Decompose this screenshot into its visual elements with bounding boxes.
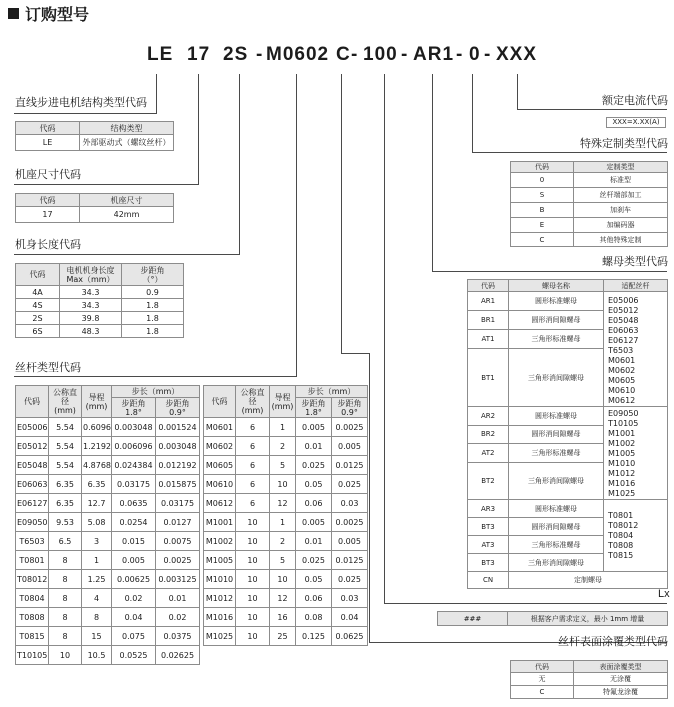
col-header: 代码 xyxy=(16,122,80,135)
table-cell: 1 xyxy=(82,551,112,570)
model-code xyxy=(0,44,674,74)
table-cell: 外部驱动式（螺纹丝杆） xyxy=(80,135,174,151)
table-row xyxy=(204,551,368,570)
code-dash: - xyxy=(456,44,464,65)
code-series: LE xyxy=(147,44,174,65)
table-cell: 0.04 xyxy=(332,608,368,627)
table-cell: 6.35 xyxy=(49,494,82,513)
nut-title: 螺母类型代码 xyxy=(602,255,668,268)
table-cell: M0602 xyxy=(204,437,236,456)
table-row xyxy=(204,513,368,532)
body-length-table xyxy=(15,263,184,338)
connector-line xyxy=(517,109,667,110)
table-cell: 39.8 xyxy=(60,312,122,325)
table-cell: 定制螺母 xyxy=(509,572,668,589)
table-cell: 8 xyxy=(49,551,82,570)
connector-line xyxy=(432,271,667,272)
table-cell: 特氟龙涂覆 xyxy=(574,686,668,699)
table-cell: 0.03 xyxy=(332,494,368,513)
col-header: 代码 xyxy=(204,386,236,418)
table-cell: 0.0075 xyxy=(156,532,200,551)
col-header: 表面涂覆类型 xyxy=(574,661,668,673)
connector-line xyxy=(341,353,369,354)
table-cell: AT1 xyxy=(468,330,509,349)
table-cell: 0.005 xyxy=(332,437,368,456)
table-cell: 34.3 xyxy=(60,299,122,312)
col-header: 螺母名称 xyxy=(509,280,604,292)
table-row xyxy=(16,589,200,608)
table-cell: T0801 xyxy=(16,551,49,570)
table-cell: M1005 xyxy=(204,551,236,570)
table-cell: 0.04 xyxy=(112,608,156,627)
table-cell: 6.5 xyxy=(49,532,82,551)
table-row xyxy=(16,513,200,532)
table-cell: 1.25 xyxy=(82,570,112,589)
table-cell: 6S xyxy=(16,325,60,338)
table-cell: 0.01 xyxy=(296,532,332,551)
length-table xyxy=(437,611,668,626)
table-row xyxy=(204,627,368,646)
table-cell: 根据客户需求定义，最小 1mm 增量 xyxy=(508,612,668,626)
table-cell: 12 xyxy=(270,589,296,608)
table-cell: 16 xyxy=(270,608,296,627)
table-row xyxy=(204,532,368,551)
table-cell: 0.03175 xyxy=(112,475,156,494)
code-length-lx: 100 xyxy=(363,44,398,65)
table-cell: 0.06 xyxy=(296,494,332,513)
code-dash: - xyxy=(484,44,492,65)
coating-table xyxy=(510,660,668,699)
table-cell: 0.003125 xyxy=(156,570,200,589)
table-cell: 0.075 xyxy=(112,627,156,646)
table-cell: T08012 xyxy=(16,570,49,589)
table-cell: 42mm xyxy=(80,207,174,223)
table-cell: 3 xyxy=(82,532,112,551)
table-cell: E05048 xyxy=(16,456,49,475)
table-cell: 0.01 xyxy=(296,437,332,456)
table-cell: 8 xyxy=(49,627,82,646)
col-header: 公称直径 (mm) xyxy=(236,386,270,418)
length-code-title: 机身长度代码 xyxy=(15,238,81,251)
col-header: 代码 xyxy=(16,194,80,207)
table-cell: BR2 xyxy=(468,425,509,444)
connector-line xyxy=(341,74,342,354)
table-cell: 0.012192 xyxy=(156,456,200,475)
table-cell: AR3 xyxy=(468,500,509,518)
code-dash: - xyxy=(256,44,264,65)
table-cell: 6.35 xyxy=(49,475,82,494)
table-cell: 0.006096 xyxy=(112,437,156,456)
table-cell: 1.2192 xyxy=(82,437,112,456)
table-cell: 0.024384 xyxy=(112,456,156,475)
table-cell: 1 xyxy=(270,513,296,532)
col-header: 代码 xyxy=(511,162,574,173)
table-cell: 12 xyxy=(270,494,296,513)
heading-text: 订购型号 xyxy=(25,5,90,24)
table-cell: 0.0635 xyxy=(112,494,156,513)
connector-line xyxy=(14,254,240,255)
table-cell: 0.0025 xyxy=(156,551,200,570)
table-cell: 0.0127 xyxy=(156,513,200,532)
table-cell: 三角形消间隙螺母 xyxy=(509,554,604,572)
table-cell: AR2 xyxy=(468,407,509,426)
col-header: 代码 xyxy=(16,264,60,286)
table-cell: 0.003048 xyxy=(156,437,200,456)
table-cell: 5 xyxy=(270,551,296,570)
table-cell: 0.0254 xyxy=(112,513,156,532)
nut-table xyxy=(467,279,668,589)
table-cell: M1016 xyxy=(204,608,236,627)
table-cell: 15 xyxy=(82,627,112,646)
table-cell: 0.02 xyxy=(156,608,200,627)
table-cell: 圆形标准螺母 xyxy=(509,292,604,311)
bullet-square-icon xyxy=(8,8,19,19)
nut-screws-group: T0801 T08012 T0804 T0808 T0815 xyxy=(604,500,668,572)
table-cell: 9.53 xyxy=(49,513,82,532)
connector-line xyxy=(156,74,157,114)
table-cell: 0.025 xyxy=(296,551,332,570)
table-cell: T10105 xyxy=(16,646,49,665)
table-cell: E09050 xyxy=(16,513,49,532)
table-cell: 0.0025 xyxy=(332,418,368,437)
table-cell: 10 xyxy=(270,475,296,494)
table-cell: 0.6096 xyxy=(82,418,112,437)
table-cell: BT3 xyxy=(468,518,509,536)
table-cell: 三角形标准螺母 xyxy=(509,536,604,554)
table-cell: 0.0625 xyxy=(332,627,368,646)
col-header: 步距角 1.8° xyxy=(112,398,156,418)
table-cell: 4 xyxy=(82,589,112,608)
table-cell: 10 xyxy=(236,513,270,532)
screw-title: 丝杆类型代码 xyxy=(15,361,81,374)
table-cell: 0.015875 xyxy=(156,475,200,494)
connector-line xyxy=(384,74,385,604)
table-cell: S xyxy=(511,188,574,203)
table-cell: 0.005 xyxy=(296,418,332,437)
table-row xyxy=(204,494,368,513)
table-cell: M1025 xyxy=(204,627,236,646)
table-cell: BT2 xyxy=(468,462,509,499)
col-header: 导程 (mm) xyxy=(82,386,112,418)
screw-table-left xyxy=(15,385,200,665)
table-cell: 8 xyxy=(49,570,82,589)
table-cell: 0.0125 xyxy=(332,551,368,570)
table-cell: 1.8 xyxy=(122,312,184,325)
table-cell: M0610 xyxy=(204,475,236,494)
table-cell: 0.025 xyxy=(296,456,332,475)
table-row xyxy=(16,456,200,475)
col-header: 公称直径 (mm) xyxy=(49,386,82,418)
col-header: 代码 xyxy=(511,661,574,673)
table-cell: 丝杆端部加工 xyxy=(574,188,668,203)
table-cell: 6 xyxy=(236,475,270,494)
table-cell: 0.025 xyxy=(332,570,368,589)
table-cell: AT2 xyxy=(468,444,509,463)
table-cell: 圆形标准螺母 xyxy=(509,500,604,518)
table-cell: 8 xyxy=(49,608,82,627)
table-cell: 其他特殊定制 xyxy=(574,233,668,247)
table-cell: 2 xyxy=(270,437,296,456)
table-cell: E06063 xyxy=(16,475,49,494)
frame-title: 机座尺寸代码 xyxy=(15,168,81,181)
table-cell: C xyxy=(511,233,574,247)
table-cell: 10 xyxy=(236,532,270,551)
table-cell: BR1 xyxy=(468,311,509,330)
table-row xyxy=(16,570,200,589)
table-cell: 圆形消间隙螺母 xyxy=(509,518,604,536)
table-cell: 圆形消间隙螺母 xyxy=(509,311,604,330)
table-cell: BT3 xyxy=(468,554,509,572)
table-cell: 0.0025 xyxy=(332,513,368,532)
table-cell: 1.8 xyxy=(122,325,184,338)
connector-line xyxy=(14,184,199,185)
table-cell: 34.3 xyxy=(60,286,122,299)
table-cell: M0612 xyxy=(204,494,236,513)
table-row xyxy=(16,551,200,570)
table-cell: M0601 xyxy=(204,418,236,437)
connector-line xyxy=(14,113,157,114)
col-header: 定制类型 xyxy=(574,162,668,173)
col-header: 适配丝杆 xyxy=(604,280,668,292)
table-cell: 0.08 xyxy=(296,608,332,627)
table-row xyxy=(204,589,368,608)
table-cell: 12.7 xyxy=(82,494,112,513)
table-cell: ### xyxy=(438,612,508,626)
connector-line xyxy=(472,152,667,153)
connector-line xyxy=(369,353,370,643)
col-header: 步距角 0.9° xyxy=(156,398,200,418)
table-cell: 8 xyxy=(49,589,82,608)
table-cell: 1.8 xyxy=(122,299,184,312)
table-cell: 10 xyxy=(236,589,270,608)
table-cell: 无 xyxy=(511,673,574,686)
col-header: 电机机身长度 Max（mm） xyxy=(60,264,122,286)
table-cell: 10 xyxy=(49,646,82,665)
connector-line xyxy=(14,376,297,377)
table-cell: 48.3 xyxy=(60,325,122,338)
table-cell: 17 xyxy=(16,207,80,223)
table-cell: 6 xyxy=(236,437,270,456)
table-cell: 6 xyxy=(236,494,270,513)
table-cell: 0.03175 xyxy=(156,494,200,513)
table-cell: 0.03 xyxy=(332,589,368,608)
table-cell: 4S xyxy=(16,299,60,312)
table-cell: 0.0375 xyxy=(156,627,200,646)
table-row xyxy=(16,437,200,456)
table-row xyxy=(16,608,200,627)
table-row xyxy=(16,475,200,494)
table-cell: 0.025 xyxy=(332,475,368,494)
table-cell: 6.35 xyxy=(82,475,112,494)
table-cell: 0.005 xyxy=(332,532,368,551)
table-cell: 0.05 xyxy=(296,475,332,494)
table-cell: 0.015 xyxy=(112,532,156,551)
table-cell: 1 xyxy=(270,418,296,437)
col-header: 步距角 1.8° xyxy=(296,398,332,418)
table-row xyxy=(204,437,368,456)
table-cell: B xyxy=(511,203,574,218)
nut-screws-group: E09050 T10105 M1001 M1002 M1005 M1010 M1012 M1016 M1025 xyxy=(604,407,668,500)
col-header: 机座尺寸 xyxy=(80,194,174,207)
code-dash: - xyxy=(351,44,359,65)
table-row xyxy=(204,456,368,475)
table-cell: 0.05 xyxy=(296,570,332,589)
table-cell: 10 xyxy=(236,627,270,646)
table-cell: 10 xyxy=(236,570,270,589)
frame-table xyxy=(15,193,174,223)
table-cell: 10 xyxy=(270,570,296,589)
table-cell: E05012 xyxy=(16,437,49,456)
table-cell: 5.54 xyxy=(49,437,82,456)
table-cell: 圆形标准螺母 xyxy=(509,407,604,426)
table-cell: C xyxy=(511,686,574,699)
table-cell: 三角形标准螺母 xyxy=(509,444,604,463)
structure-title: 直线步进电机结构类型代码 xyxy=(15,96,147,109)
code-current: XXX xyxy=(496,44,538,65)
table-cell: 0.9 xyxy=(122,286,184,299)
connector-line xyxy=(198,74,199,185)
structure-table xyxy=(15,121,174,151)
table-row xyxy=(16,646,200,665)
table-cell: 0.02625 xyxy=(156,646,200,665)
table-cell: M1001 xyxy=(204,513,236,532)
table-cell: 0.125 xyxy=(296,627,332,646)
table-cell: 2 xyxy=(270,532,296,551)
table-cell: AT3 xyxy=(468,536,509,554)
table-row xyxy=(204,475,368,494)
col-header: 代码 xyxy=(468,280,509,292)
table-cell: LE xyxy=(16,135,80,151)
table-cell: AR1 xyxy=(468,292,509,311)
table-cell: E06127 xyxy=(16,494,49,513)
table-cell: T0804 xyxy=(16,589,49,608)
table-cell: 4.8768 xyxy=(82,456,112,475)
code-nut: AR1 xyxy=(413,44,455,65)
col-header: 步长（mm） xyxy=(296,386,368,398)
table-row xyxy=(204,608,368,627)
table-cell: 4A xyxy=(16,286,60,299)
section-heading xyxy=(8,2,89,25)
table-cell: 0.02 xyxy=(112,589,156,608)
table-cell: 0.0525 xyxy=(112,646,156,665)
table-cell: 加编码器 xyxy=(574,218,668,233)
table-cell: 8 xyxy=(82,608,112,627)
table-cell: E xyxy=(511,218,574,233)
table-row xyxy=(204,570,368,589)
connector-line xyxy=(517,74,518,110)
table-cell: 0.005 xyxy=(112,551,156,570)
connector-line xyxy=(239,74,240,255)
table-cell: M1002 xyxy=(204,532,236,551)
screw-table-right xyxy=(203,385,368,646)
table-cell: 0 xyxy=(511,173,574,188)
table-cell: T0815 xyxy=(16,627,49,646)
table-cell: M1010 xyxy=(204,570,236,589)
special-title: 特殊定制类型代码 xyxy=(580,137,668,150)
table-row xyxy=(16,494,200,513)
table-cell: CN xyxy=(468,572,509,589)
table-cell: 0.00625 xyxy=(112,570,156,589)
table-row xyxy=(16,418,200,437)
table-row xyxy=(204,418,368,437)
table-cell: 6 xyxy=(236,456,270,475)
table-row xyxy=(16,627,200,646)
table-cell: BT1 xyxy=(468,349,509,407)
table-cell: 10 xyxy=(236,608,270,627)
code-screw: M0602 xyxy=(266,44,330,65)
table-cell: 5 xyxy=(270,456,296,475)
table-cell: 5.54 xyxy=(49,418,82,437)
table-cell: 加刹车 xyxy=(574,203,668,218)
connector-line xyxy=(432,74,433,272)
col-header: 结构类型 xyxy=(80,122,174,135)
table-cell: T6503 xyxy=(16,532,49,551)
table-cell: 无涂覆 xyxy=(574,673,668,686)
table-cell: 标准型 xyxy=(574,173,668,188)
coating-title: 丝杆表面涂覆类型代码 xyxy=(558,635,668,648)
connector-line xyxy=(472,74,473,153)
col-header: 导程 (mm) xyxy=(270,386,296,418)
table-cell: 三角形消间隙螺母 xyxy=(509,349,604,407)
current-note: XXX=X.XX(A) xyxy=(606,117,666,128)
table-cell: 5.54 xyxy=(49,456,82,475)
table-cell: E05006 xyxy=(16,418,49,437)
special-table xyxy=(510,161,668,247)
connector-line xyxy=(384,603,667,604)
table-cell: 0.005 xyxy=(296,513,332,532)
col-header: 步长（mm） xyxy=(112,386,200,398)
code-special: 0 xyxy=(469,44,481,65)
table-cell: 0.01 xyxy=(156,589,200,608)
table-cell: 0.0125 xyxy=(332,456,368,475)
code-length: 2S xyxy=(223,44,249,65)
code-frame: 17 xyxy=(187,44,211,65)
table-cell: 6 xyxy=(236,418,270,437)
col-header: 步距角 （°） xyxy=(122,264,184,286)
table-cell: M1012 xyxy=(204,589,236,608)
table-row xyxy=(16,532,200,551)
table-cell: 5.08 xyxy=(82,513,112,532)
code-dash: - xyxy=(401,44,409,65)
code-coating: C xyxy=(336,44,351,65)
table-cell: 10 xyxy=(236,551,270,570)
table-cell: 0.001524 xyxy=(156,418,200,437)
table-cell: T0808 xyxy=(16,608,49,627)
table-cell: 三角形消间隙螺母 xyxy=(509,462,604,499)
table-cell: 0.06 xyxy=(296,589,332,608)
table-cell: M0605 xyxy=(204,456,236,475)
current-title: 额定电流代码 xyxy=(602,94,668,107)
col-header: 代码 xyxy=(16,386,49,418)
length-label: Lx xyxy=(658,588,670,600)
table-cell: 0.003048 xyxy=(112,418,156,437)
col-header: 步距角 0.9° xyxy=(332,398,368,418)
table-cell: 三角形标准螺母 xyxy=(509,330,604,349)
table-cell: 25 xyxy=(270,627,296,646)
connector-line xyxy=(296,74,297,377)
table-cell: 2S xyxy=(16,312,60,325)
table-cell: 圆形消间隙螺母 xyxy=(509,425,604,444)
nut-screws-group: E05006 E05012 E05048 E06063 E06127 T6503 M0601 M0602 M0605 M0610 M0612 xyxy=(604,292,668,407)
table-cell: 10.5 xyxy=(82,646,112,665)
